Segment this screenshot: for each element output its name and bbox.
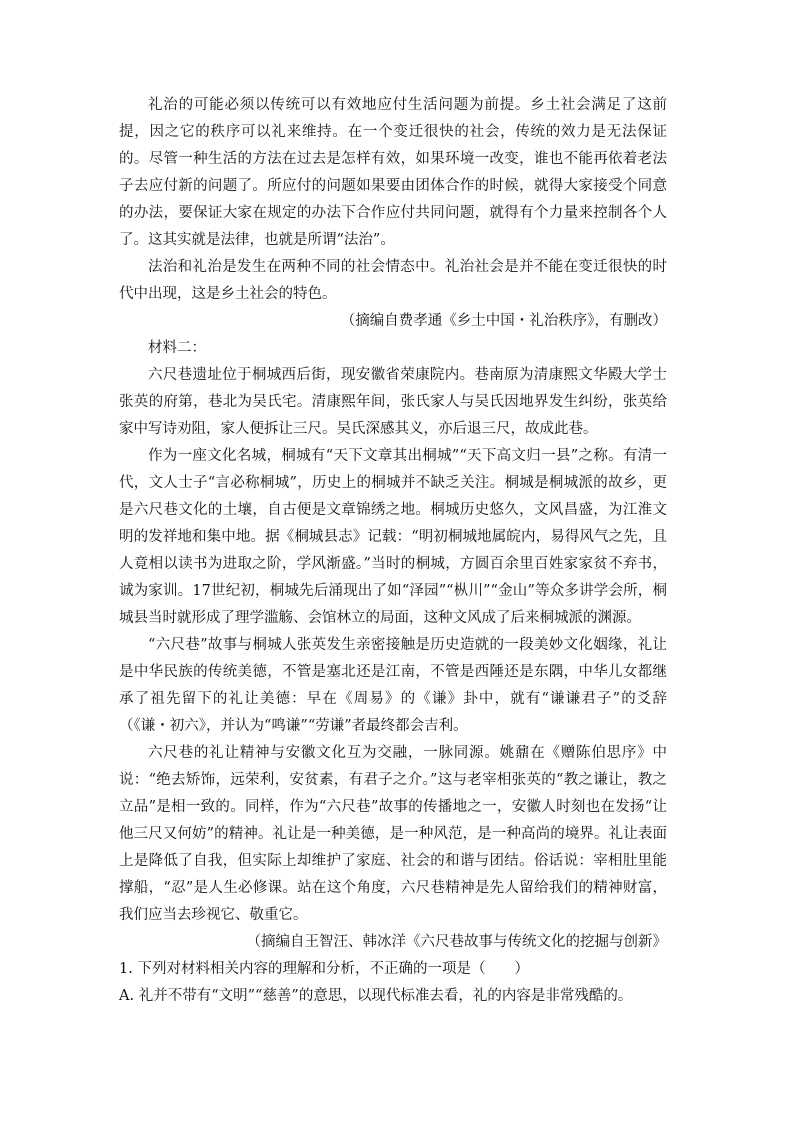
source-citation-2: （摘编自王智汪、韩冰洋《六尺巷故事与传统文化的挖掘与创新》 xyxy=(246,934,667,950)
document-body xyxy=(119,92,667,1010)
paragraph-six-chi-lane-site: 六尺巷遗址位于桐城西后街，现安徽省荣康院内。巷南原为清康熙文华殿大学士张英的府第，巷北为吴氏宅。清康熙年间，张氏家人与吴氏因地界发生纠纷，张英给家中写诗劝阻，家人便拆让三尺。吴氏深感其义，亦后退三尺，故成此巷。 xyxy=(119,367,667,437)
question-1: 1. 下列对材料相关内容的理解和分析，不正确的一项是（ ） xyxy=(119,961,529,977)
paragraph-courtesy-virtue: “六尺巷”故事与桐城人张英发生亲密接触是历史造就的一段美妙文化姻缘，礼让是中华民族的传统美德，不管是塞北还是江南，不管是西陲还是东隅，中华儿女都继承了祖先留下的礼让美德：早在《周易》的《谦》卦中，就有“谦谦君子”的爻辞（《谦・初六》，并认为“鸣谦”“劳谦”者最终都会吉利。 xyxy=(119,637,667,734)
paragraph-rule-of-law-vs-rites: 法治和礼治是发生在两种不同的社会情态中。礼治社会是并不能在变迁很快的时代中出现，这是乡土社会的特色。 xyxy=(119,259,667,302)
paragraph-rule-of-rites: 礼治的可能必须以传统可以有效地应付生活问题为前提。乡土社会满足了这前提，因之它的秩序可以礼来维持。在一个变迁很快的社会，传统的效力是无法保证的。尽管一种生活的方法在过去是怎样有效，如果环境一改变，谁也不能再依着老法子去应付新的问题了。所应付的问题如果要由团体合作的时候，就得大家接受个同意的办法，要保证大家在规定的办法下合作应付共同问题，就得有个力量来控制各个人了。这其实就是法律，也就是所谓“法治”。 xyxy=(119,97,667,248)
paragraph-tongcheng-culture: 作为一座文化名城，桐城有“天下文章其出桐城”“天下高文归一县”之称。有清一代，文人士子“言必称桐城”，历史上的桐城并不缺乏关注。桐城是桐城派的故乡，更是六尺巷文化的土壤，自古便是文章锦绣之地。桐城历史悠久，文风昌盛，为江淮文明的发祥地和集中地。据《桐城县志》记载：“明初桐城地属皖内，易得风气之先，且人竟相以读书为进取之阶，学风渐盛。”当时的桐城，方圆百余里百姓家家贫不弃书，诚为家训。17世纪初，桐城先后涌现出了如“泽园”“枞川”“金山”等众多讲学会所，桐城县当时就形成了理学滥觞、会馆林立的局面，这种文风成了后来桐城派的渊源。 xyxy=(119,448,667,626)
paragraph-six-chi-lane-spirit: 六尺巷的礼让精神与安徽文化互为交融，一脉同源。姚鼐在《赠陈伯思序》中说：“绝去矫饰，远荣利，安贫素，有君子之介。”这与老宰相张英的“教之谦让，教之立品”是相一致的。同样，作为“六尺巷”故事的传播地之一，安徽人时刻也在发扬“让他三尺又何妨”的精神。礼让是一种美德，是一种风范，是一种高尚的境界。礼让表面上是降低了自我，但实际上却维护了家庭、社会的和谐与团结。俗话说：宰相肚里能撑船，“忍”是人生必修课。站在这个角度，六尺巷精神是先人留给我们的精神财富，我们应当去珍视它、敬重它。 xyxy=(119,745,667,923)
source-citation-1: （摘编自费孝通《乡土中国・礼治秩序》，有删改） xyxy=(340,313,667,329)
material-two-label: 材料二： xyxy=(148,340,206,356)
option-a: A. 礼并不带有“文明”“慈善”的意思，以现代标准去看，礼的内容是非常残酷的。 xyxy=(119,988,633,1004)
